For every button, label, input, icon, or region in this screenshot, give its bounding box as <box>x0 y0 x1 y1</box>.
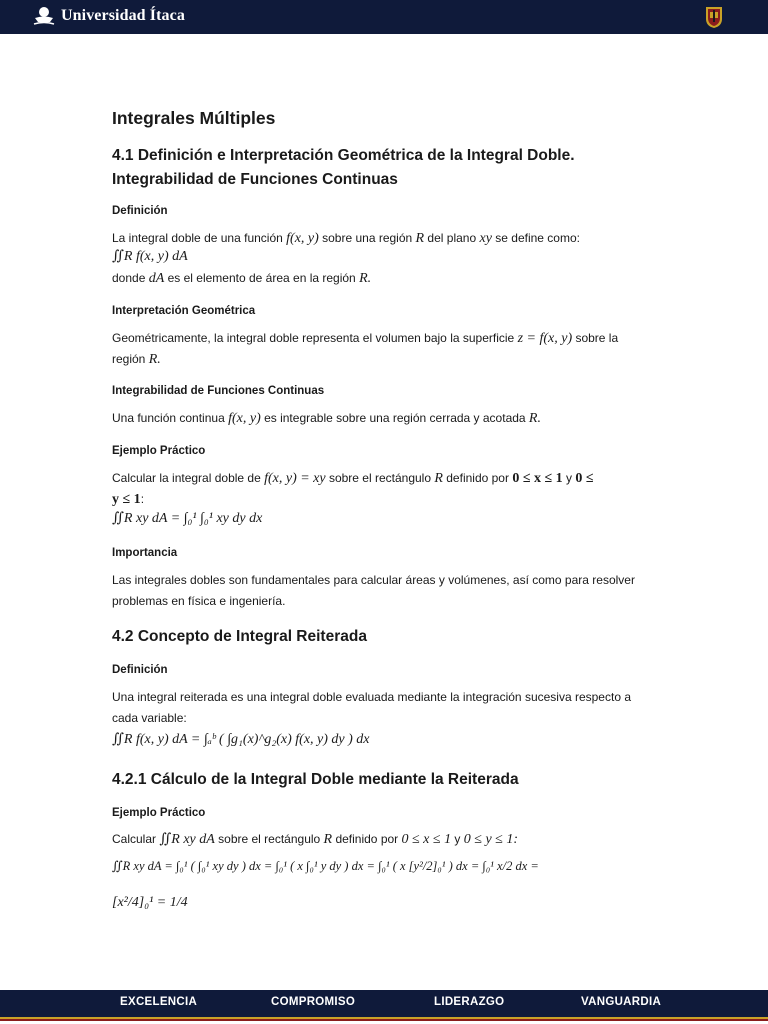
example-2-heading: Ejemplo Práctico <box>112 807 206 819</box>
example-2-equation-line-1: ∬R xy dA = ∫₀¹ ( ∫₀¹ xy dy ) dx = ∫₀¹ ( x ∫₀¹ y dy ) dx = ∫₀¹ ( x [y²/2]₀¹ ) dx = ∫₀¹ x/2 dx = <box>112 859 539 873</box>
footer-value-compromiso: COMPROMISO <box>271 996 356 1008</box>
example-heading: Ejemplo Práctico <box>112 445 206 457</box>
example-2-equation-line-2: [x²/4]₀¹ = 1/4 <box>112 895 188 910</box>
footer-color-stripe <box>0 1014 768 1024</box>
brand-logo[interactable] <box>33 6 185 26</box>
integrability-paragraph: Una función continua f(x, y) es integrable sobre una región cerrada y acotada R. <box>112 411 541 426</box>
definition-note: donde dA es el elemento de área en la región R. <box>112 271 372 286</box>
ship-logo-icon <box>33 6 55 26</box>
section-4-1-heading: 4.1 Definición e Interpretación Geométrica de la Integral Doble. <box>112 147 575 164</box>
example-paragraph: Calcular la integral doble de f(x, y) = xy sobre el rectángulo R definido por 0 ≤ x ≤ 1 y 0 ≤ y ≤ 1: <box>112 471 594 507</box>
university-crest-icon <box>705 5 723 29</box>
footer-value-liderazgo: LIDERAZGO <box>434 996 505 1008</box>
definition-2-heading: Definición <box>112 664 168 676</box>
definition-equation: ∬R f(x, y) dA <box>112 249 188 264</box>
footer-value-excelencia: EXCELENCIA <box>120 996 198 1008</box>
importance-heading: Importancia <box>112 547 178 559</box>
geometric-paragraph: Geométricamente, la integral doble representa el volumen bajo la superficie z = f(x, y) sobre la región R. <box>112 331 619 367</box>
brand-name: Universidad Ítaca <box>61 7 185 24</box>
definition-2-paragraph: Una integral reiterada es una integral doble evaluada mediante la integración sucesiva respecto a cada variable: <box>112 690 631 725</box>
section-4-2-heading: 4.2 Concepto de Integral Reiterada <box>112 628 367 645</box>
definition-paragraph: La integral doble de una función f(x, y) sobre una región R del plano xy se define como: <box>112 231 580 246</box>
definition-2-equation: ∬R f(x, y) dA = ∫ₐᵇ ( ∫g₁(x)^g₂(x) f(x, y) dy ) dx <box>112 732 370 747</box>
header-bar <box>0 0 768 34</box>
page-title: Integrales Múltiples <box>112 108 276 128</box>
definition-heading: Definición <box>112 205 168 217</box>
footer-value-vanguardia: VANGUARDIA <box>581 996 662 1008</box>
importance-paragraph: Las integrales dobles son fundamentales para calcular áreas y volúmenes, así como para resolver problemas en física e ingeniería. <box>112 573 635 608</box>
integrability-heading: Integrabilidad de Funciones Continuas <box>112 385 325 397</box>
geometric-heading: Interpretación Geométrica <box>112 305 256 317</box>
section-4-1-heading-cont: Integrabilidad de Funciones Continuas <box>112 171 398 188</box>
example-2-paragraph: Calcular ∬R xy dA sobre el rectángulo R definido por 0 ≤ x ≤ 1 y 0 ≤ y ≤ 1: <box>112 832 519 847</box>
section-4-2-1-heading: 4.2.1 Cálculo de la Integral Doble mediante la Reiterada <box>112 771 519 788</box>
example-equation: ∬R xy dA = ∫₀¹ ∫₀¹ xy dy dx <box>112 511 263 526</box>
